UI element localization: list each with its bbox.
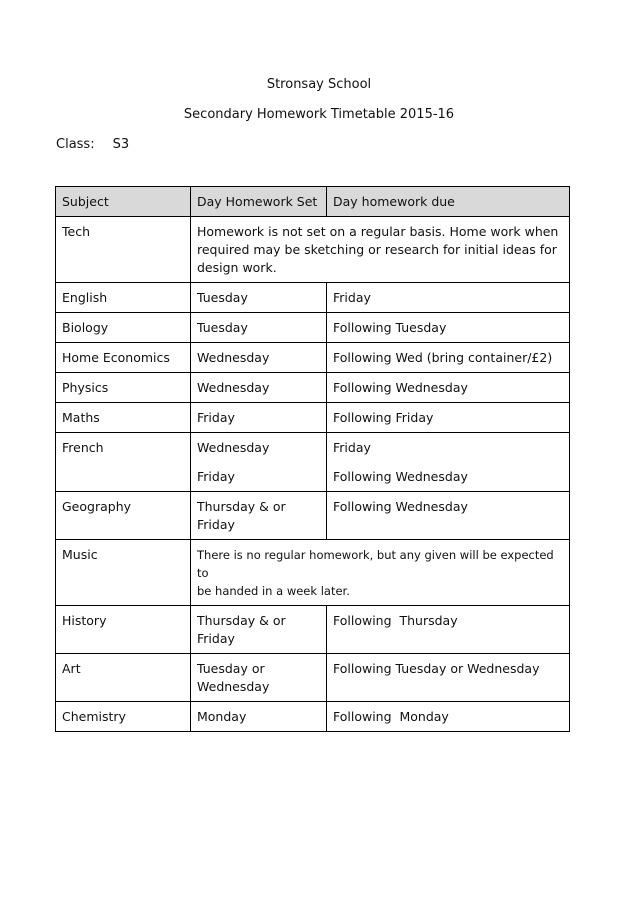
day-set-line: Tuesday or <box>197 661 265 676</box>
day-set-line: Friday <box>197 469 235 484</box>
table-row <box>56 492 570 540</box>
school-name: Stronsay School <box>266 77 372 92</box>
day-due-cell: Following Wed (bring container/£2) <box>327 343 570 373</box>
day-set-line: Thursday & or <box>197 613 286 628</box>
subject-cell: Biology <box>56 313 191 343</box>
note-line: Homework is not set on a regular basis. Home work when <box>197 224 559 239</box>
merged-note-cell <box>191 217 570 283</box>
merged-note-cell <box>191 540 570 606</box>
day-due-cell: Following Monday <box>327 702 570 732</box>
class-line <box>56 137 129 152</box>
table-row <box>56 702 570 732</box>
day-set-cell: Monday <box>191 702 327 732</box>
table-row <box>56 540 570 606</box>
day-due-line: Friday <box>333 440 371 455</box>
subject-cell: History <box>56 606 191 654</box>
day-due-line: Following Wednesday <box>333 469 468 484</box>
day-set-cell <box>191 606 327 654</box>
subject-cell: Art <box>56 654 191 702</box>
day-due-cell: Following Wednesday <box>327 492 570 540</box>
day-due-cell: Following Thursday <box>327 606 570 654</box>
table-row <box>56 654 570 702</box>
table-row <box>56 373 570 403</box>
day-set-line: Friday <box>197 517 235 532</box>
day-set-cell: Wednesday <box>191 373 327 403</box>
day-due-cell <box>327 433 570 492</box>
subject-cell: Maths <box>56 403 191 433</box>
subject-cell: Chemistry <box>56 702 191 732</box>
class-label: Class: <box>56 137 95 152</box>
subject-cell: Music <box>56 540 191 606</box>
day-set-cell <box>191 492 327 540</box>
day-due-cell: Following Wednesday <box>327 373 570 403</box>
subject-cell: French <box>56 433 191 492</box>
day-set-cell <box>191 433 327 492</box>
day-due-cell: Friday <box>327 283 570 313</box>
note-line: required may be sketching or research for initial ideas for <box>197 242 557 257</box>
table-row <box>56 606 570 654</box>
day-set-cell: Tuesday <box>191 313 327 343</box>
column-header-day-due: Day homework due <box>327 187 570 217</box>
day-set-line: Friday <box>197 631 235 646</box>
table-header-row <box>56 187 570 217</box>
day-set-line: Thursday & or <box>197 499 286 514</box>
subject-cell: Tech <box>56 217 191 283</box>
note-line: design work. <box>197 260 277 275</box>
note-line: be handed in a week later. <box>197 584 350 598</box>
day-set-line: Wednesday <box>197 440 270 455</box>
subject-cell: English <box>56 283 191 313</box>
subject-cell: Home Economics <box>56 343 191 373</box>
table-row <box>56 217 570 283</box>
table-row <box>56 313 570 343</box>
column-header-subject: Subject <box>56 187 191 217</box>
day-set-cell: Tuesday <box>191 283 327 313</box>
column-header-day-set: Day Homework Set <box>191 187 327 217</box>
document-title: Secondary Homework Timetable 2015-16 <box>183 107 455 122</box>
table-row <box>56 433 570 492</box>
subject-cell: Geography <box>56 492 191 540</box>
day-set-line: Wednesday <box>197 679 270 694</box>
day-due-cell: Following Friday <box>327 403 570 433</box>
class-value: S3 <box>112 137 130 152</box>
table-row <box>56 403 570 433</box>
note-line: There is no regular homework, but any given will be expected to <box>197 548 554 580</box>
day-due-cell: Following Tuesday <box>327 313 570 343</box>
day-set-cell <box>191 654 327 702</box>
table-row <box>56 283 570 313</box>
subject-cell: Physics <box>56 373 191 403</box>
day-due-cell: Following Tuesday or Wednesday <box>327 654 570 702</box>
homework-timetable <box>55 186 570 732</box>
day-set-cell: Wednesday <box>191 343 327 373</box>
table-row <box>56 343 570 373</box>
day-set-cell: Friday <box>191 403 327 433</box>
